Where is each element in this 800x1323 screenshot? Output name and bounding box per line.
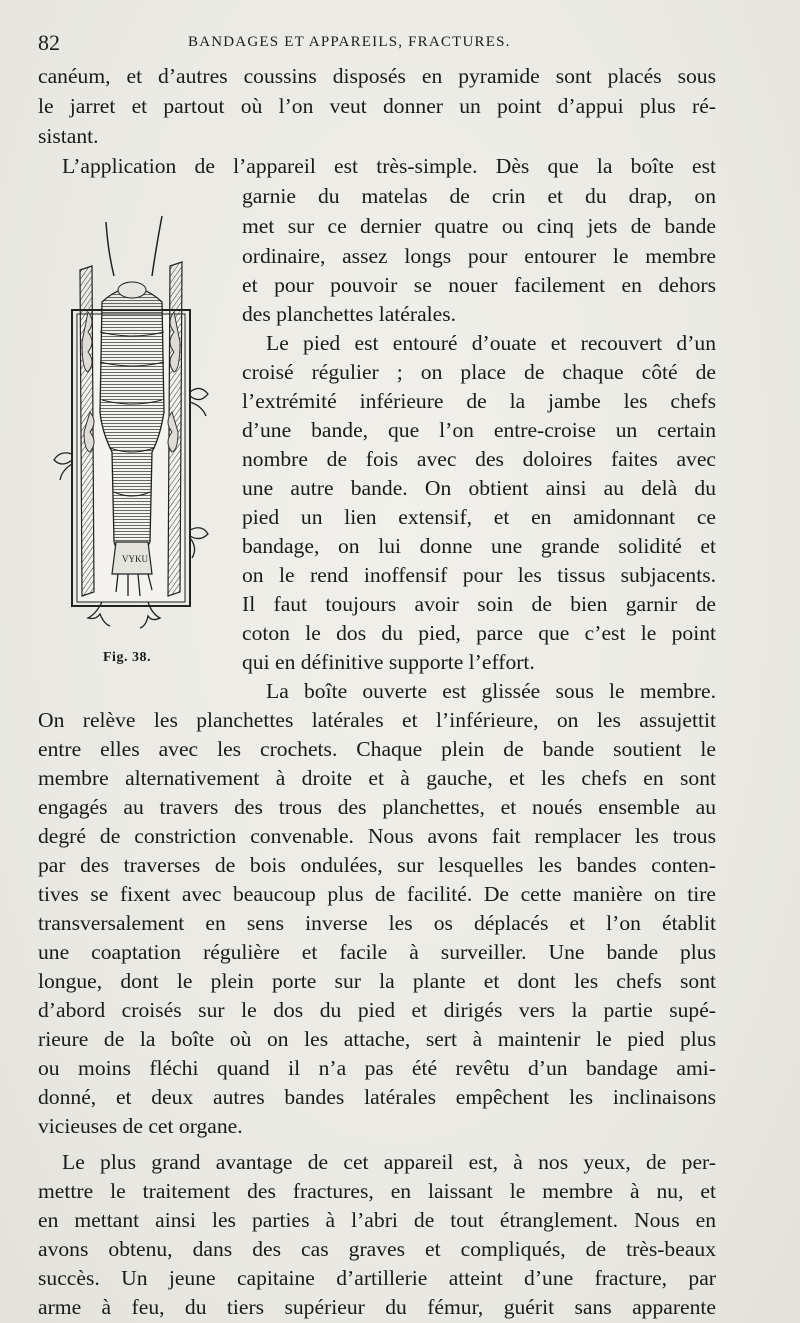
text-line: l’extrémité inférieure de la jambe les chefs [242, 389, 716, 413]
text-line: nombre de fois avec des doloires faites avec [242, 447, 716, 471]
text-line: on le rend inoffensif pour les tissus subjacents. [242, 563, 716, 587]
page-header [38, 30, 718, 56]
text-line: membre alternativement à droite et à gauche, et les chefs en sont [38, 766, 716, 790]
text-line: Le plus grand avantage de cet appareil est, à nos yeux, de per- [62, 1150, 716, 1174]
text-line: coton le dos du pied, parce que c’est le point [242, 621, 716, 645]
text-line: transversalement en sens inverse les os déplacés et l’on établit [38, 911, 716, 935]
text-line: donné, et deux autres bandes latérales empêchent les inclinaisons [38, 1085, 716, 1109]
text-line: avons obtenu, dans des cas graves et compliqués, de très-beaux [38, 1237, 716, 1261]
text-line: Le pied est entouré d’ouate et recouvert d’un [266, 331, 716, 355]
text-line: Il faut toujours avoir soin de bien garnir de [242, 592, 716, 616]
text-line: vicieuses de cet organe. [38, 1114, 243, 1138]
text-line: sistant. [38, 124, 99, 148]
text-line: succès. Un jeune capitaine d’artillerie atteint d’une fracture, par [38, 1266, 716, 1290]
text-line: et pour pouvoir se nouer facilement en dehors [242, 273, 716, 297]
text-line: le jarret et partout où l’on veut donner un point d’appui plus ré- [38, 94, 716, 118]
text-line: garnie du matelas de crin et du drap, on [242, 184, 716, 208]
text-line: par des traverses de bois ondulées, sur lesquelles les bandes conten- [38, 853, 716, 877]
text-line: ordinaire, assez longs pour entourer le membre [242, 244, 716, 268]
text-line: La boîte ouverte est glissée sous le membre. [266, 679, 716, 703]
text-line: met sur ce dernier quatre ou cinq jets de bande [242, 214, 716, 238]
svg-text:VYKU: VYKU [122, 554, 148, 564]
text-line: pied un lien extensif, et en amidonnant ce [242, 505, 716, 529]
running-head: BANDAGES ET APPAREILS, FRACTURES. [188, 34, 511, 50]
text-line: mettre le traitement des fractures, en laissant le membre à nu, et [38, 1179, 716, 1203]
text-line: qui en définitive supporte l’effort. [242, 650, 535, 674]
text-line: arme à feu, du tiers supérieur du fémur, guérit sans apparente [38, 1295, 716, 1319]
text-line: une coaptation régulière et facile à surveiller. Une bande plus [38, 940, 716, 964]
text-line: tives se fixent avec beaucoup plus de facilité. De cette manière on tire [38, 882, 716, 906]
text-line: ou moins fléchi quand il n’a pas été revêtu d’un bandage ami- [38, 1056, 716, 1080]
text-line: entre elles avec les crochets. Chaque plein de bande soutient le [38, 737, 716, 761]
text-line: bandage, on lui donne une grande solidité et [242, 534, 716, 558]
text-line: en mettant ainsi les parties à l’abri de tout étranglement. Nous en [38, 1208, 716, 1232]
text-line: croisé régulier ; on place de chaque côté de [242, 360, 716, 384]
text-line: engagés au travers des trous des planchettes, et noués ensemble au [38, 795, 716, 819]
page-number: 82 [38, 30, 60, 55]
text-line: d’une bande, que l’on entre-croise un certain [242, 418, 716, 442]
text-line: d’abord croisés sur le dos du pied et dirigés vers la partie supé- [38, 998, 716, 1022]
text-line: longue, dont le plein porte sur la plante et dont les chefs sont [38, 969, 716, 993]
text-line: rieure de la boîte où on les attache, sert à maintenir le pied plus [38, 1027, 716, 1051]
text-line: On relève les planchettes latérales et l’inférieure, on les assujettit [38, 708, 716, 732]
text-line: des planchettes latérales. [242, 302, 457, 326]
text-line: canéum, et d’autres coussins disposés en pyramide sont placés sous [38, 64, 716, 88]
text-line: degré de constriction convenable. Nous avons fait remplacer les trous [38, 824, 716, 848]
figure-leg-splint-box [44, 212, 224, 642]
text-line: une autre bande. On obtient ainsi au delà du [242, 476, 716, 500]
figure-caption: Fig. 38. [103, 650, 151, 665]
leg-splint-illustration [44, 212, 224, 642]
text-line: L’application de l’appareil est très-simple. Dès que la boîte est [62, 154, 716, 178]
